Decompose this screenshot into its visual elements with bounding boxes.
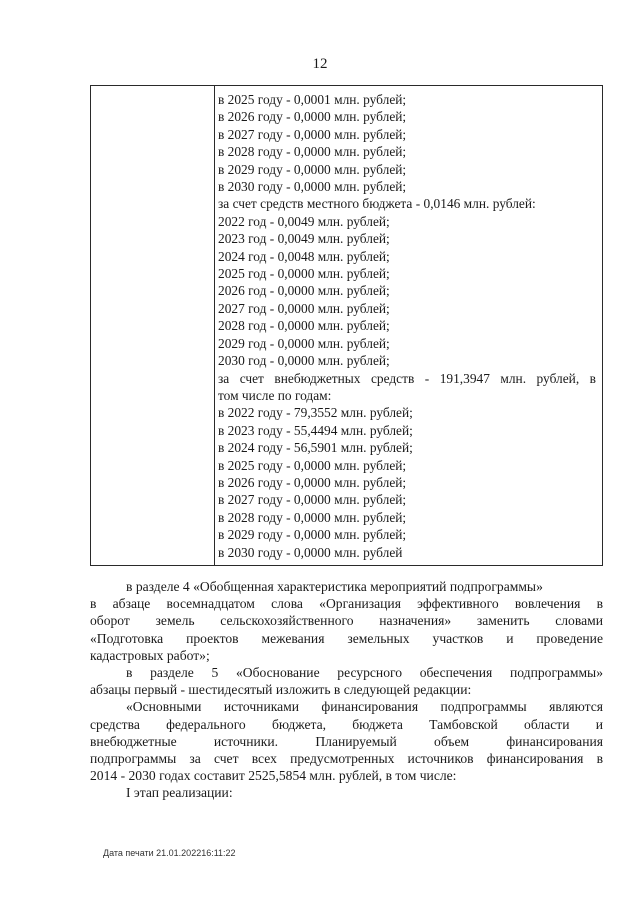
table-line: в 2029 году - 0,0000 млн. рублей; (218, 161, 407, 177)
table-line: 2027 год - 0,0000 млн. рублей; (218, 300, 390, 316)
table-line: 2030 год - 0,0000 млн. рублей; (218, 353, 390, 369)
table-line: в 2024 году - 56,5901 млн. рублей; (218, 440, 413, 456)
table-line: за счет средств местного бюджета - 0,0146 млн. рублей: (218, 196, 536, 212)
body-line: «Основными источниками финансирования подпрограммы являются (126, 699, 603, 715)
table-line: в 2023 году - 55,4494 млн. рублей; (218, 422, 413, 438)
body-line: подпрограммы за счет всех предусмотренных источников финансирования в (90, 751, 603, 767)
table-left-cell (91, 86, 215, 565)
table-line: в 2030 году - 0,0000 млн. рублей (218, 544, 403, 560)
table-line: в 2022 году - 79,3552 млн. рублей; (218, 405, 413, 421)
body-line: средства федерального бюджета, бюджета Тамбовской области и (90, 716, 603, 732)
body-line: абзацы первый - шестидесятый изложить в следующей редакции: (90, 682, 472, 698)
table-line: в 2029 году - 0,0000 млн. рублей; (218, 527, 407, 543)
body-line: I этап реализации: (126, 785, 233, 801)
table-line: 2025 год - 0,0000 млн. рублей; (218, 266, 390, 282)
page-number: 12 (312, 56, 328, 72)
body-line: кадастровых работ»; (90, 647, 210, 663)
print-date-footer: Дата печати 21.01.202216:11:22 (103, 848, 236, 858)
table-line: 2029 год - 0,0000 млн. рублей; (218, 335, 390, 351)
table-line: в 2026 году - 0,0000 млн. рублей; (218, 109, 407, 125)
table-line: 2022 год - 0,0049 млн. рублей; (218, 213, 390, 229)
table-line: в 2027 году - 0,0000 млн. рублей; (218, 126, 407, 142)
table-line: в 2028 году - 0,0000 млн. рублей; (218, 509, 407, 525)
table-line: том числе по годам: (218, 387, 332, 403)
body-line: в абзаце восемнадцатом слова «Организация эффективного вовлечения в (90, 596, 603, 612)
table-line: 2024 год - 0,0048 млн. рублей; (218, 248, 390, 264)
body-line: 2014 - 2030 годах составит 2525,5854 млн. рублей, в том числе: (90, 768, 457, 784)
table-line: 2028 год - 0,0000 млн. рублей; (218, 318, 390, 334)
financing-table (90, 85, 603, 566)
table-line: в 2027 году - 0,0000 млн. рублей; (218, 492, 407, 508)
table-line: 2026 год - 0,0000 млн. рублей; (218, 283, 390, 299)
document-body (90, 578, 603, 802)
body-line: «Подготовка проектов межевания земельных участков и проведение (90, 630, 603, 646)
table-line: в 2030 году - 0,0000 млн. рублей; (218, 179, 407, 195)
table-line: в 2028 году - 0,0000 млн. рублей; (218, 144, 407, 160)
table-line: в 2025 году - 0,0001 млн. рублей; (218, 92, 407, 107)
table-line: за счет внебюджетных средств - 191,3947 млн. рублей, в (218, 370, 596, 386)
body-line: внебюджетные источники. Планируемый объем финансирования (90, 733, 603, 749)
table-line: 2023 год - 0,0049 млн. рублей; (218, 231, 390, 247)
body-line: в разделе 5 «Обоснование ресурсного обеспечения подпрограммы» (126, 665, 603, 681)
table-line: в 2025 году - 0,0000 млн. рублей; (218, 457, 407, 473)
table-line: в 2026 году - 0,0000 млн. рублей; (218, 474, 407, 490)
body-line: оборот земель сельскохозяйственного назначения» заменить словами (90, 613, 603, 629)
table-right-cell (215, 86, 602, 561)
body-line: в разделе 4 «Обобщенная характеристика мероприятий подпрограммы» (126, 579, 543, 594)
